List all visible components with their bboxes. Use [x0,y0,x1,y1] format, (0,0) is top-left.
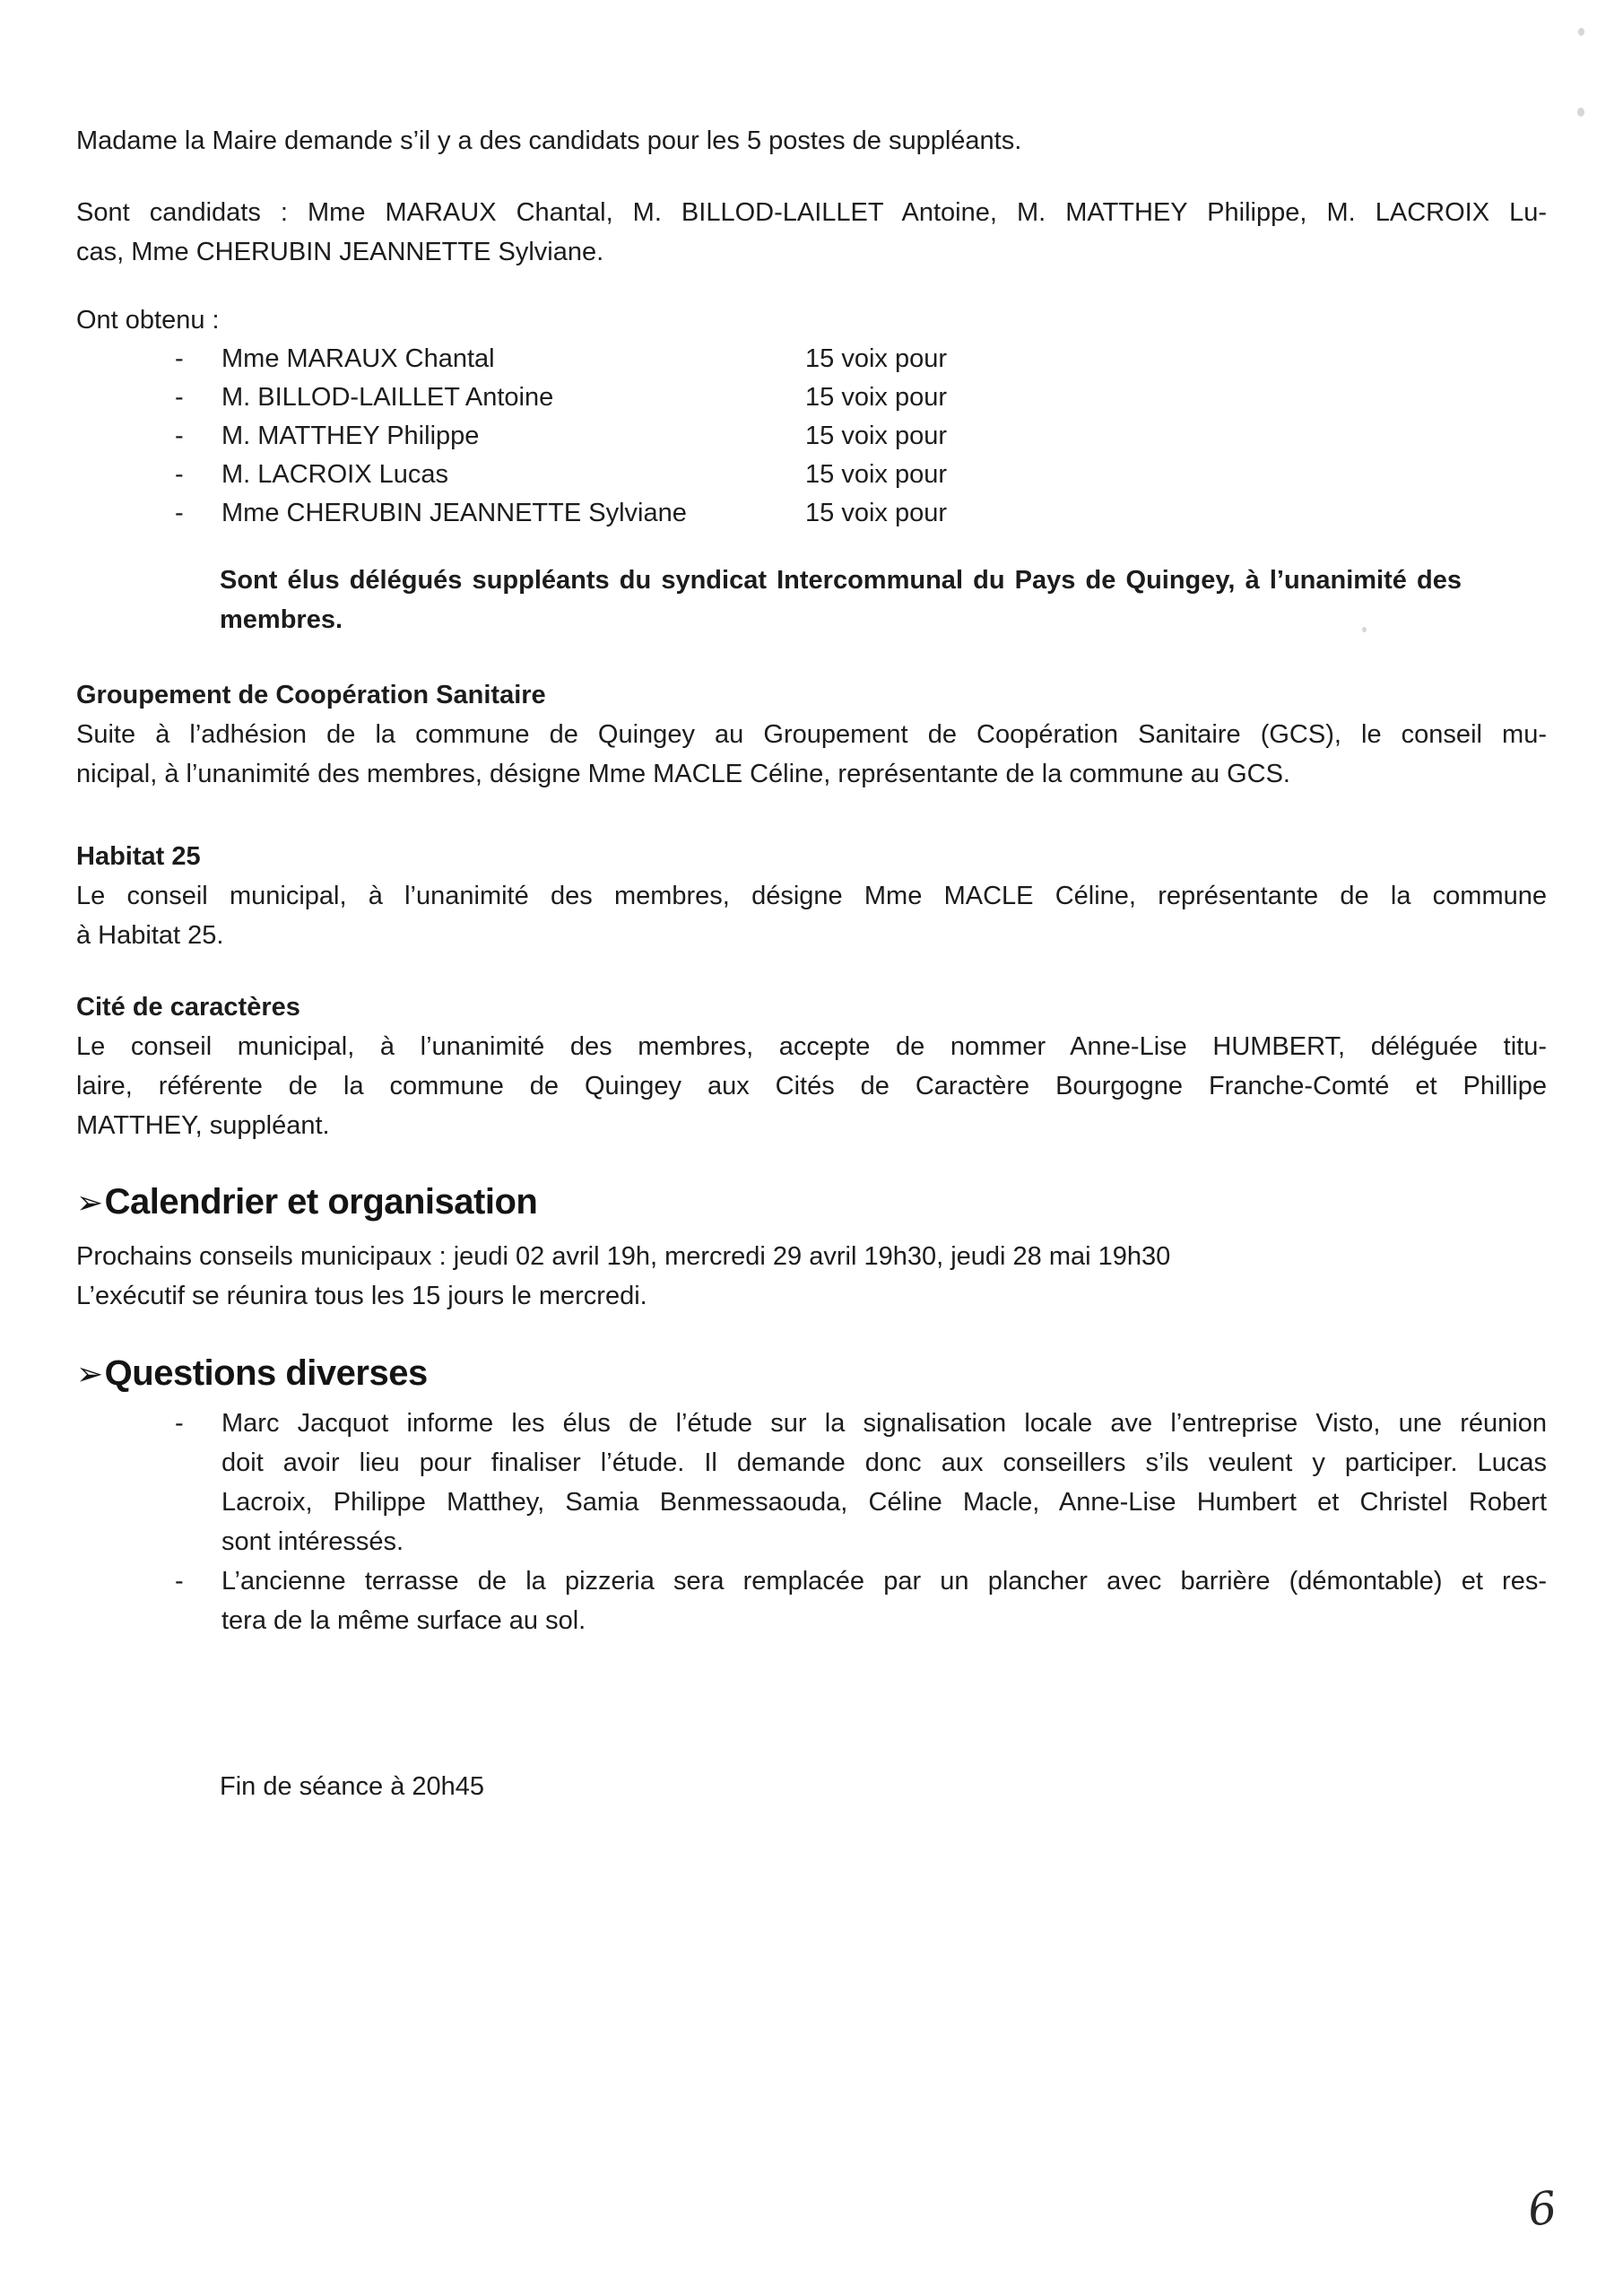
question-item [76,1561,1547,1640]
section-paragraph: Suite à l’adhésion de la commune de Quingey au Groupement de Coopération Sanitaire (GCS), le conseil mu- nicipal, à l’unanimité des membres, désigne Mme MACLE Céline, représentante de la commune au GCS. [76,720,1547,788]
calendar-paragraph: Prochains conseils municipaux : jeudi 02 avril 19h, mercredi 29 avril 19h30, jeudi 28 mai 19h30 L’exécutif se réunira tous les 15 jours le mercredi. [76,1242,1171,1310]
dash-bullet: - [175,344,184,373]
handwritten-page-number: 6 [1524,2181,1560,2237]
vote-row [76,378,1547,417]
elected-statement: Sont élus délégués suppléants du syndicat Intercommunal du Pays de Quingey, à l’unanimité des membres. [220,566,1462,634]
arrowhead-bullet-icon: ➢ [76,1355,103,1392]
vote-count: 15 voix pour [805,344,947,373]
arrowhead-bullet-icon: ➢ [76,1184,103,1221]
candidate-name: Mme CHERUBIN JEANNETTE Sylviane [221,499,687,527]
candidate-name: M. MATTHEY Philippe [221,422,480,450]
questions-heading [76,1348,1547,1399]
results-label: Ont obtenu : [76,306,220,335]
section-heading: Groupement de Coopération Sanitaire [76,681,546,709]
dash-bullet: - [175,422,184,450]
vote-count: 15 voix pour [805,499,947,527]
vote-count: 15 voix pour [805,383,947,412]
scan-artifact-speck [1578,28,1584,36]
questions-heading-label: Questions diverses [104,1353,428,1393]
document-body [76,121,1547,1806]
vote-count: 15 voix pour [805,422,947,450]
section-heading: Habitat 25 [76,842,201,871]
vote-results-list [76,340,1547,533]
candidate-name: M. BILLOD-LAILLET Antoine [221,383,554,412]
closing-statement: Fin de séance à 20h45 [220,1772,485,1801]
dash-bullet: - [175,460,184,489]
dash-bullet: - [175,1567,184,1596]
vote-row [76,456,1547,494]
section-heading: Cité de caractères [76,993,300,1022]
section-groupement-cooperation-sanitaire [76,675,1547,794]
question-item-text: Marc Jacquot informe les élus de l’étude sur la signalisation locale ave l’entreprise Visto, une réunion doit avoir lieu pour finaliser l’étude. Il demande donc aux conseillers s’ils veulent y participer. Lucas Lacroix, Philippe Matthey, Samia Benmessaouda, Céline Macle, Anne-Lise Humbert et Christel Robert sont intéressés. [221,1409,1547,1556]
vote-row [76,417,1547,456]
intro-paragraph: Madame la Maire demande s’il y a des candidats pour les 5 postes de suppléants. [76,126,1022,155]
questions-list [76,1404,1547,1640]
vote-count: 15 voix pour [805,460,947,489]
dash-bullet: - [175,499,184,527]
dash-bullet: - [175,1409,184,1438]
vote-row [76,494,1547,533]
section-paragraph: Le conseil municipal, à l’unanimité des membres, désigne Mme MACLE Céline, représentante de la commune à Habitat 25. [76,882,1547,950]
question-item-text: L’ancienne terrasse de la pizzeria sera remplacée par un plancher avec barrière (démontable) et res- tera de la même surface au sol. [221,1567,1547,1635]
section-paragraph: Le conseil municipal, à l’unanimité des membres, accepte de nommer Anne-Lise HUMBERT, déléguée titu- laire, référente de la commune de Quingey aux Cités de Caractère Bourgogne Franche-Comté et Phillipe MATTHEY, suppléant. [76,1032,1547,1140]
vote-row [76,340,1547,378]
section-habitat-25 [76,837,1547,955]
candidate-name: Mme MARAUX Chantal [221,344,495,373]
calendar-heading [76,1177,1547,1228]
question-item [76,1404,1547,1561]
candidate-name: M. LACROIX Lucas [221,460,449,489]
candidates-paragraph: Sont candidats : Mme MARAUX Chantal, M. BILLOD-LAILLET Antoine, M. MATTHEY Philippe, M. LACROIX Lu- cas, Mme CHERUBIN JEANNETTE Sylviane. [76,198,1547,266]
calendar-heading-label: Calendrier et organisation [104,1182,538,1222]
scan-artifact-speck [1362,627,1367,632]
dash-bullet: - [175,383,184,412]
section-cite-de-caracteres [76,987,1547,1145]
scan-artifact-speck [1577,108,1584,117]
